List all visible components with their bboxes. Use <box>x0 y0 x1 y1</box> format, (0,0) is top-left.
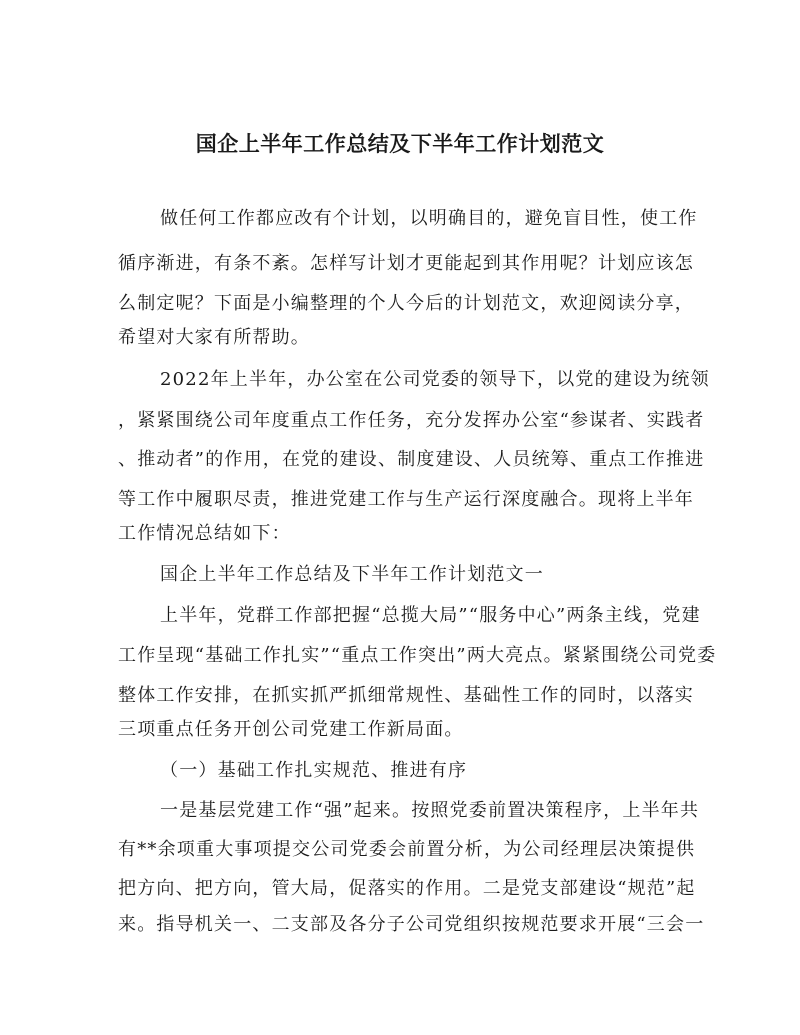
section-heading: 国企上半年工作总结及下半年工作计划范文一 <box>160 564 544 585</box>
paragraph-line: 把方向、把方向，管大局，促落实的作用。二是党支部建设“规范”起 <box>118 878 696 899</box>
paragraph-line: 2022年上半年，办公室在公司党委的领导下，以党的建设为统领 <box>160 369 710 390</box>
paragraph-line: 么制定呢？下面是小编整理的个人今后的计划范文，欢迎阅读分享， <box>118 293 694 314</box>
paragraph-line: 工作情况总结如下： <box>118 523 291 544</box>
paragraph-line: 上半年，党群工作部把握“总揽大局”“服务中心”两条主线，党建 <box>160 605 701 626</box>
paragraph-line: 循序渐进，有条不紊。怎样写计划才更能起到其作用呢？计划应该怎 <box>118 253 694 274</box>
paragraph-line: 整体工作安排，在抓实抓严抓细常规性、基础性工作的同时，以落实 <box>118 685 694 706</box>
paragraph-line: 希望对大家有所帮助。 <box>118 327 310 348</box>
paragraph-line: 有**余项重大事项提交公司党委会前置分析，为公司经理层决策提供 <box>118 839 696 860</box>
paragraph-line: 做任何工作都应改有个计划，以明确目的，避免盲目性，使工作 <box>160 208 698 229</box>
paragraph-line: 、推动者”的作用，在党的建设、制度建设、人员统筹、重点工作推进 <box>118 449 705 470</box>
paragraph-line: 一是基层党建工作“强”起来。按照党委前置决策程序，上半年共 <box>160 800 700 821</box>
subsection-heading: （一）基础工作扎实规范、推进有序 <box>160 760 468 781</box>
paragraph-line: 工作呈现“基础工作扎实”“重点工作突出”两大亮点。紧紧围绕公司党委 <box>118 645 717 666</box>
paragraph-line: 三项重点任务开创公司党建工作新局面。 <box>118 719 464 740</box>
paragraph-line: 来。指导机关一、二支部及各分子公司党组织按规范要求开展“三会一 <box>118 914 705 935</box>
document-title: 国企上半年工作总结及下半年工作计划范文 <box>195 131 605 156</box>
paragraph-line: 等工作中履职尽责，推进党建工作与生产运行深度融合。现将上半年 <box>118 489 694 510</box>
paragraph-line: ，紧紧围绕公司年度重点工作任务，充分发挥办公室“参谋者、实践者 <box>118 410 705 431</box>
